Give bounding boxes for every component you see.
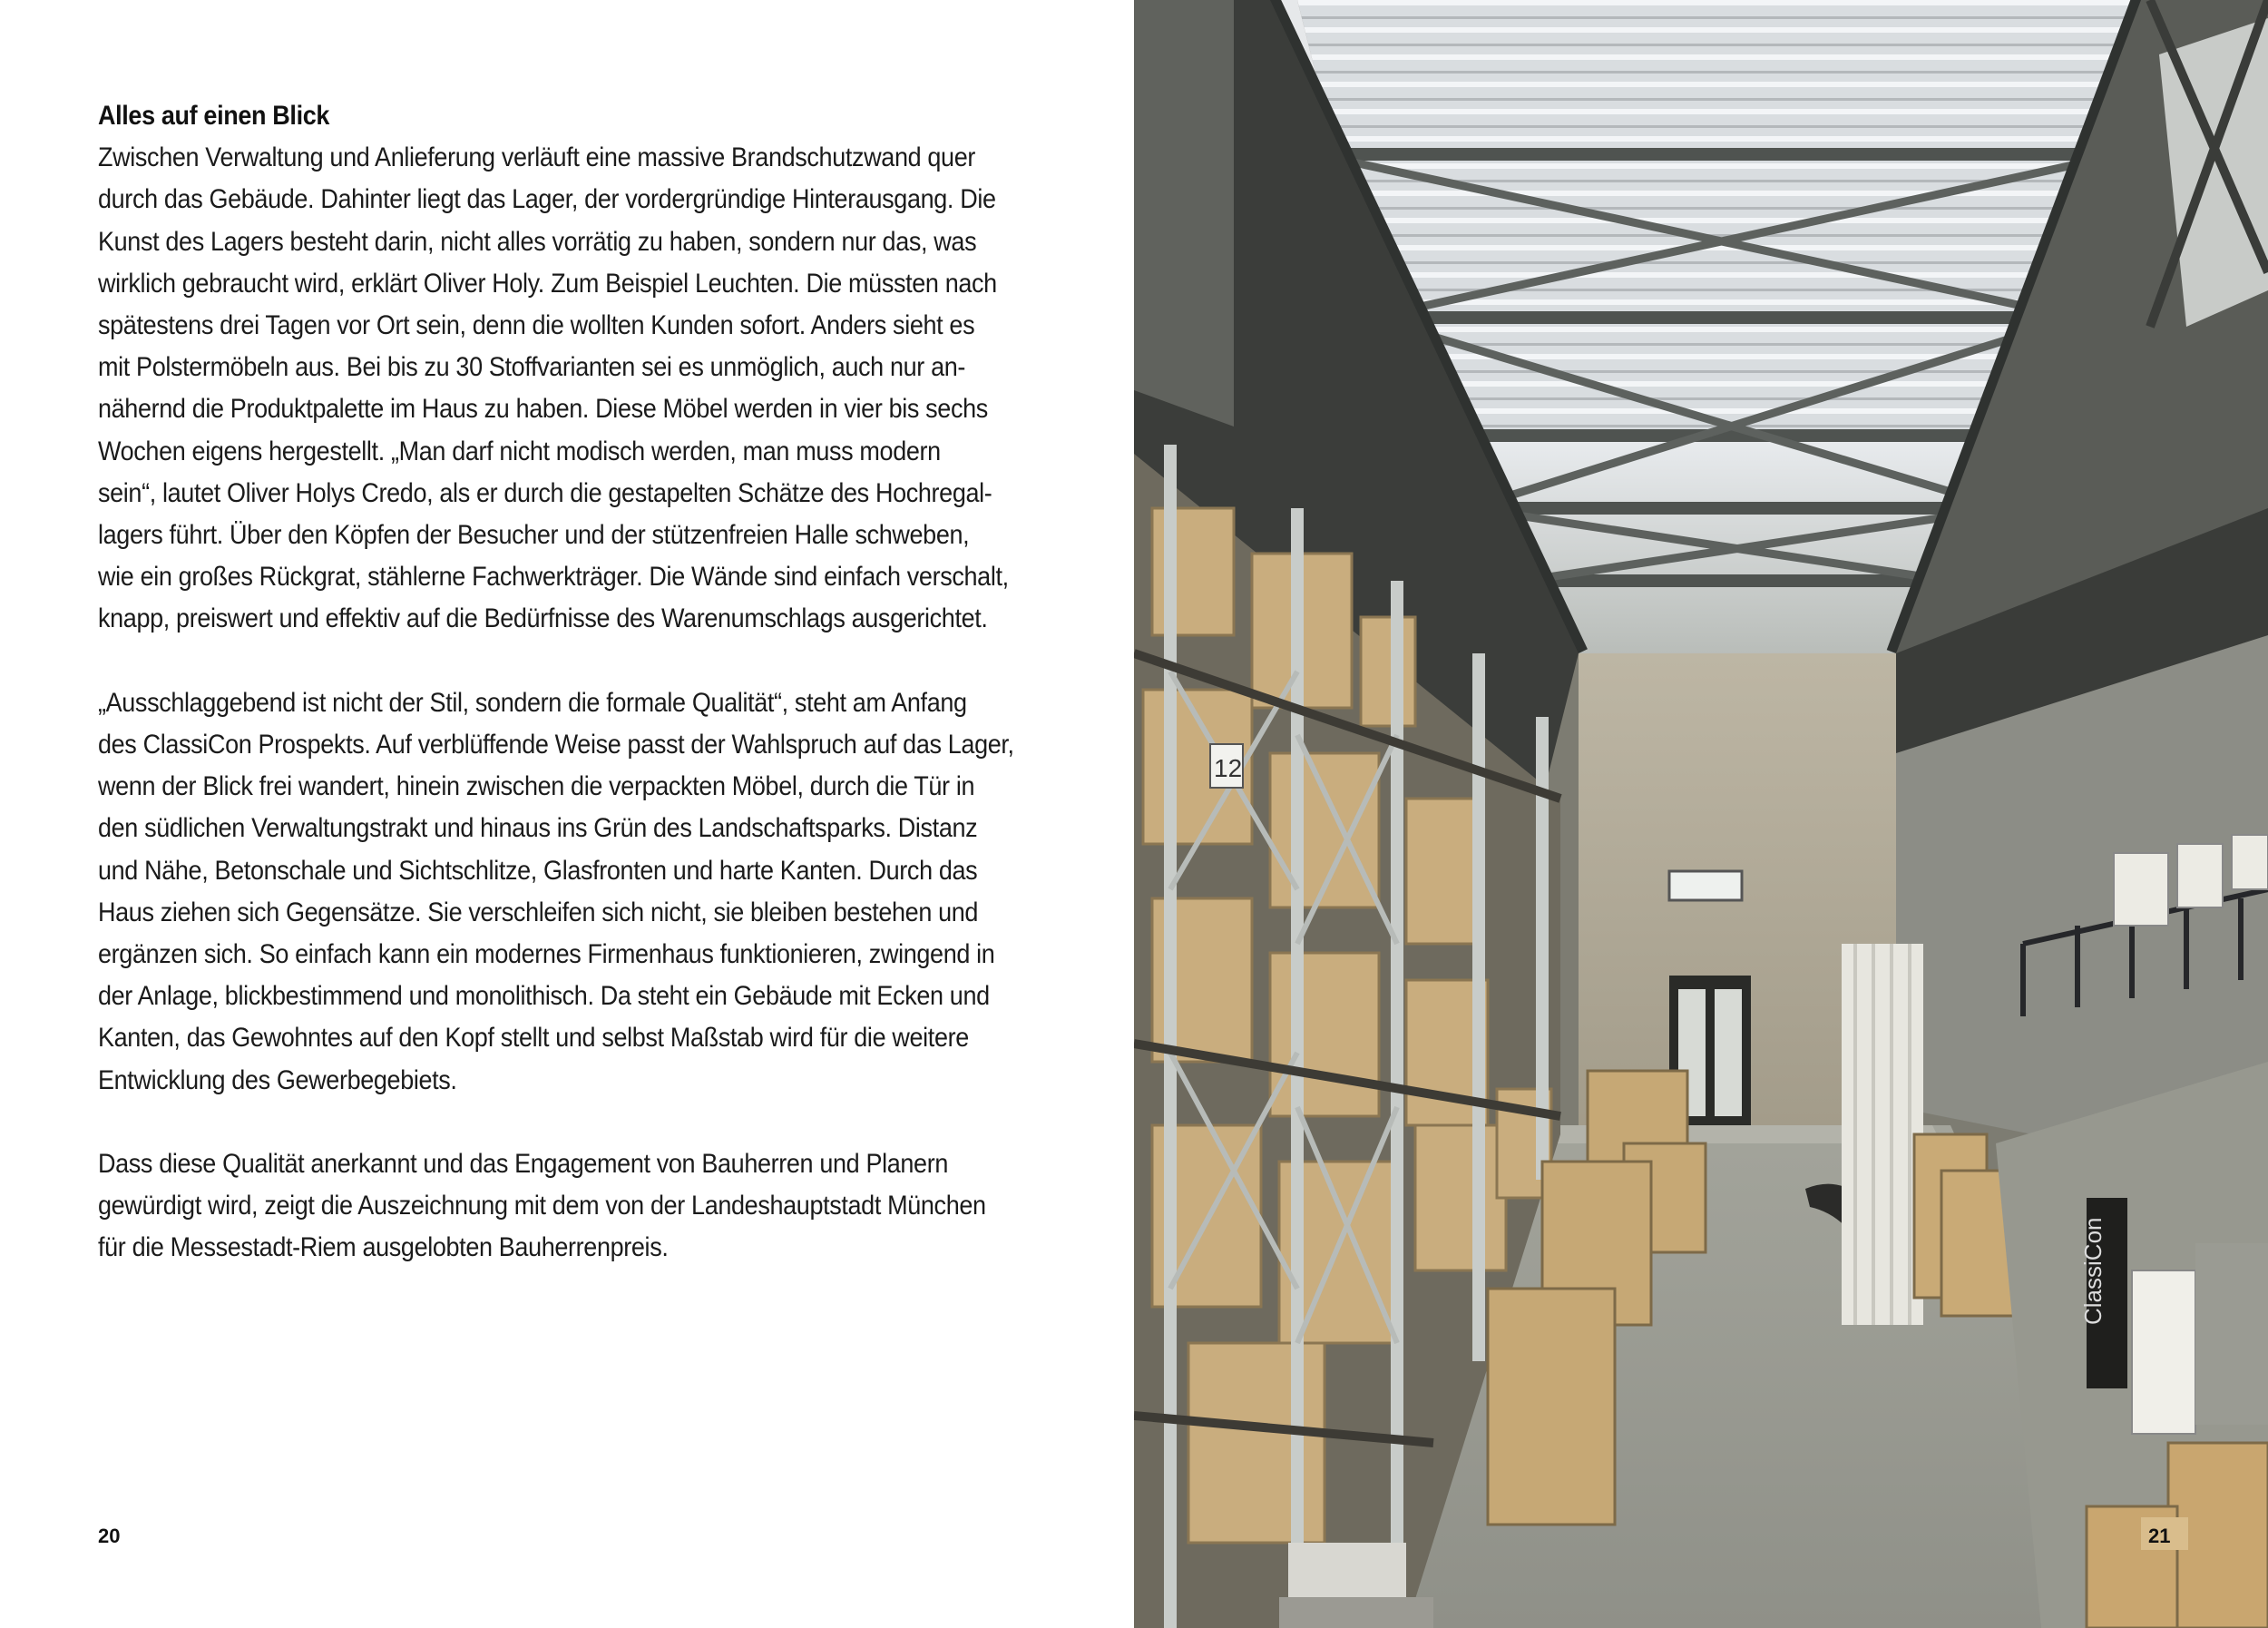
text-line: für die Messestadt-Riem ausgelobten Bauherrenpreis. [98, 1232, 669, 1263]
text-line: Haus ziehen sich Gegensätze. Sie verschleifen sich nicht, sie bleiben bestehen und [98, 897, 979, 927]
text-line: Zwischen Verwaltung und Anlieferung verläuft eine massive Brandschutzwand quer [98, 142, 975, 173]
text-column [98, 95, 1014, 1311]
warehouse-illustration [1134, 0, 2268, 1628]
text-line: spätestens drei Tagen vor Ort sein, denn die wollten Kunden sofort. Anders sieht es [98, 310, 975, 341]
text-line: sein“, lautet Oliver Holys Credo, als er durch die gestapelten Schätze des Hochregal- [98, 477, 992, 508]
section-heading: Alles auf einen Blick [98, 101, 330, 131]
text-line: wirklich gebraucht wird, erklärt Oliver Holy. Zum Beispiel Leuchten. Die müssten nach [98, 268, 997, 299]
text-line: des ClassiCon Prospekts. Auf verblüffende Weise passt der Wahlspruch auf das Lager, [98, 730, 1014, 760]
text-line: nähernd die Produktpalette im Haus zu haben. Diese Möbel werden in vier bis sechs [98, 394, 988, 425]
banner-text: ClassiCon [2079, 1217, 2107, 1325]
text-line: Kunst des Lagers besteht darin, nicht alles vorrätig zu haben, sondern nur das, was [98, 226, 977, 257]
text-line: Entwicklung des Gewerbegebiets. [98, 1064, 457, 1095]
page-number-left: 20 [98, 1525, 121, 1547]
text-line: durch das Gebäude. Dahinter liegt das Lager, der vordergründige Hinterausgang. Die [98, 184, 996, 215]
text-line: Wochen eigens hergestellt. „Man darf nicht modisch werden, man muss modern [98, 436, 941, 466]
warehouse-photo [1134, 0, 2268, 1628]
text-line: „Ausschlaggebend ist nicht der Stil, sondern die formale Qualität“, steht am Anfang [98, 687, 967, 718]
text-line: mit Polstermöbeln aus. Bei bis zu 30 Stoffvarianten sei es unmöglich, auch nur an- [98, 352, 966, 383]
text-line: wie ein großes Rückgrat, stählerne Fachwerkträger. Die Wände sind einfach verschalt, [98, 562, 1009, 593]
text-line: der Anlage, blickbestimmend und monolithisch. Da steht ein Gebäude mit Ecken und [98, 981, 990, 1012]
text-line: lagers führt. Über den Köpfen der Besucher und der stützenfreien Halle schweben, [98, 520, 970, 551]
text-line: Dass diese Qualität anerkannt und das Engagement von Bauherren und Planern [98, 1149, 949, 1180]
page-number-right: 21 [2148, 1525, 2171, 1547]
rack-number-label: 12 [1214, 754, 1243, 782]
text-line: gewürdigt wird, zeigt die Auszeichnung mit dem von der Landeshauptstadt München [98, 1191, 986, 1221]
text-line: und Nähe, Betonschale und Sichtschlitze, Glasfronten und harte Kanten. Durch das [98, 855, 978, 886]
text-line: knapp, preiswert und effektiv auf die Bedürfnisse des Warenumschlags ausgerichtet. [98, 603, 988, 634]
paragraph-3 [98, 1143, 986, 1270]
text-line: Kanten, das Gewohntes auf den Kopf stellt und selbst Maßstab wird für die weitere [98, 1023, 969, 1054]
text-line: wenn der Blick frei wandert, hinein zwischen die verpackten Möbel, durch die Tür in [98, 771, 975, 802]
text-line: ergänzen sich. So einfach kann ein modernes Firmenhaus funktionieren, zwingend in [98, 939, 995, 970]
text-line: den südlichen Verwaltungstrakt und hinaus ins Grün des Landschaftsparks. Distanz [98, 813, 978, 844]
paragraph-2 [98, 682, 1014, 1102]
paragraph-1 [98, 137, 1009, 640]
